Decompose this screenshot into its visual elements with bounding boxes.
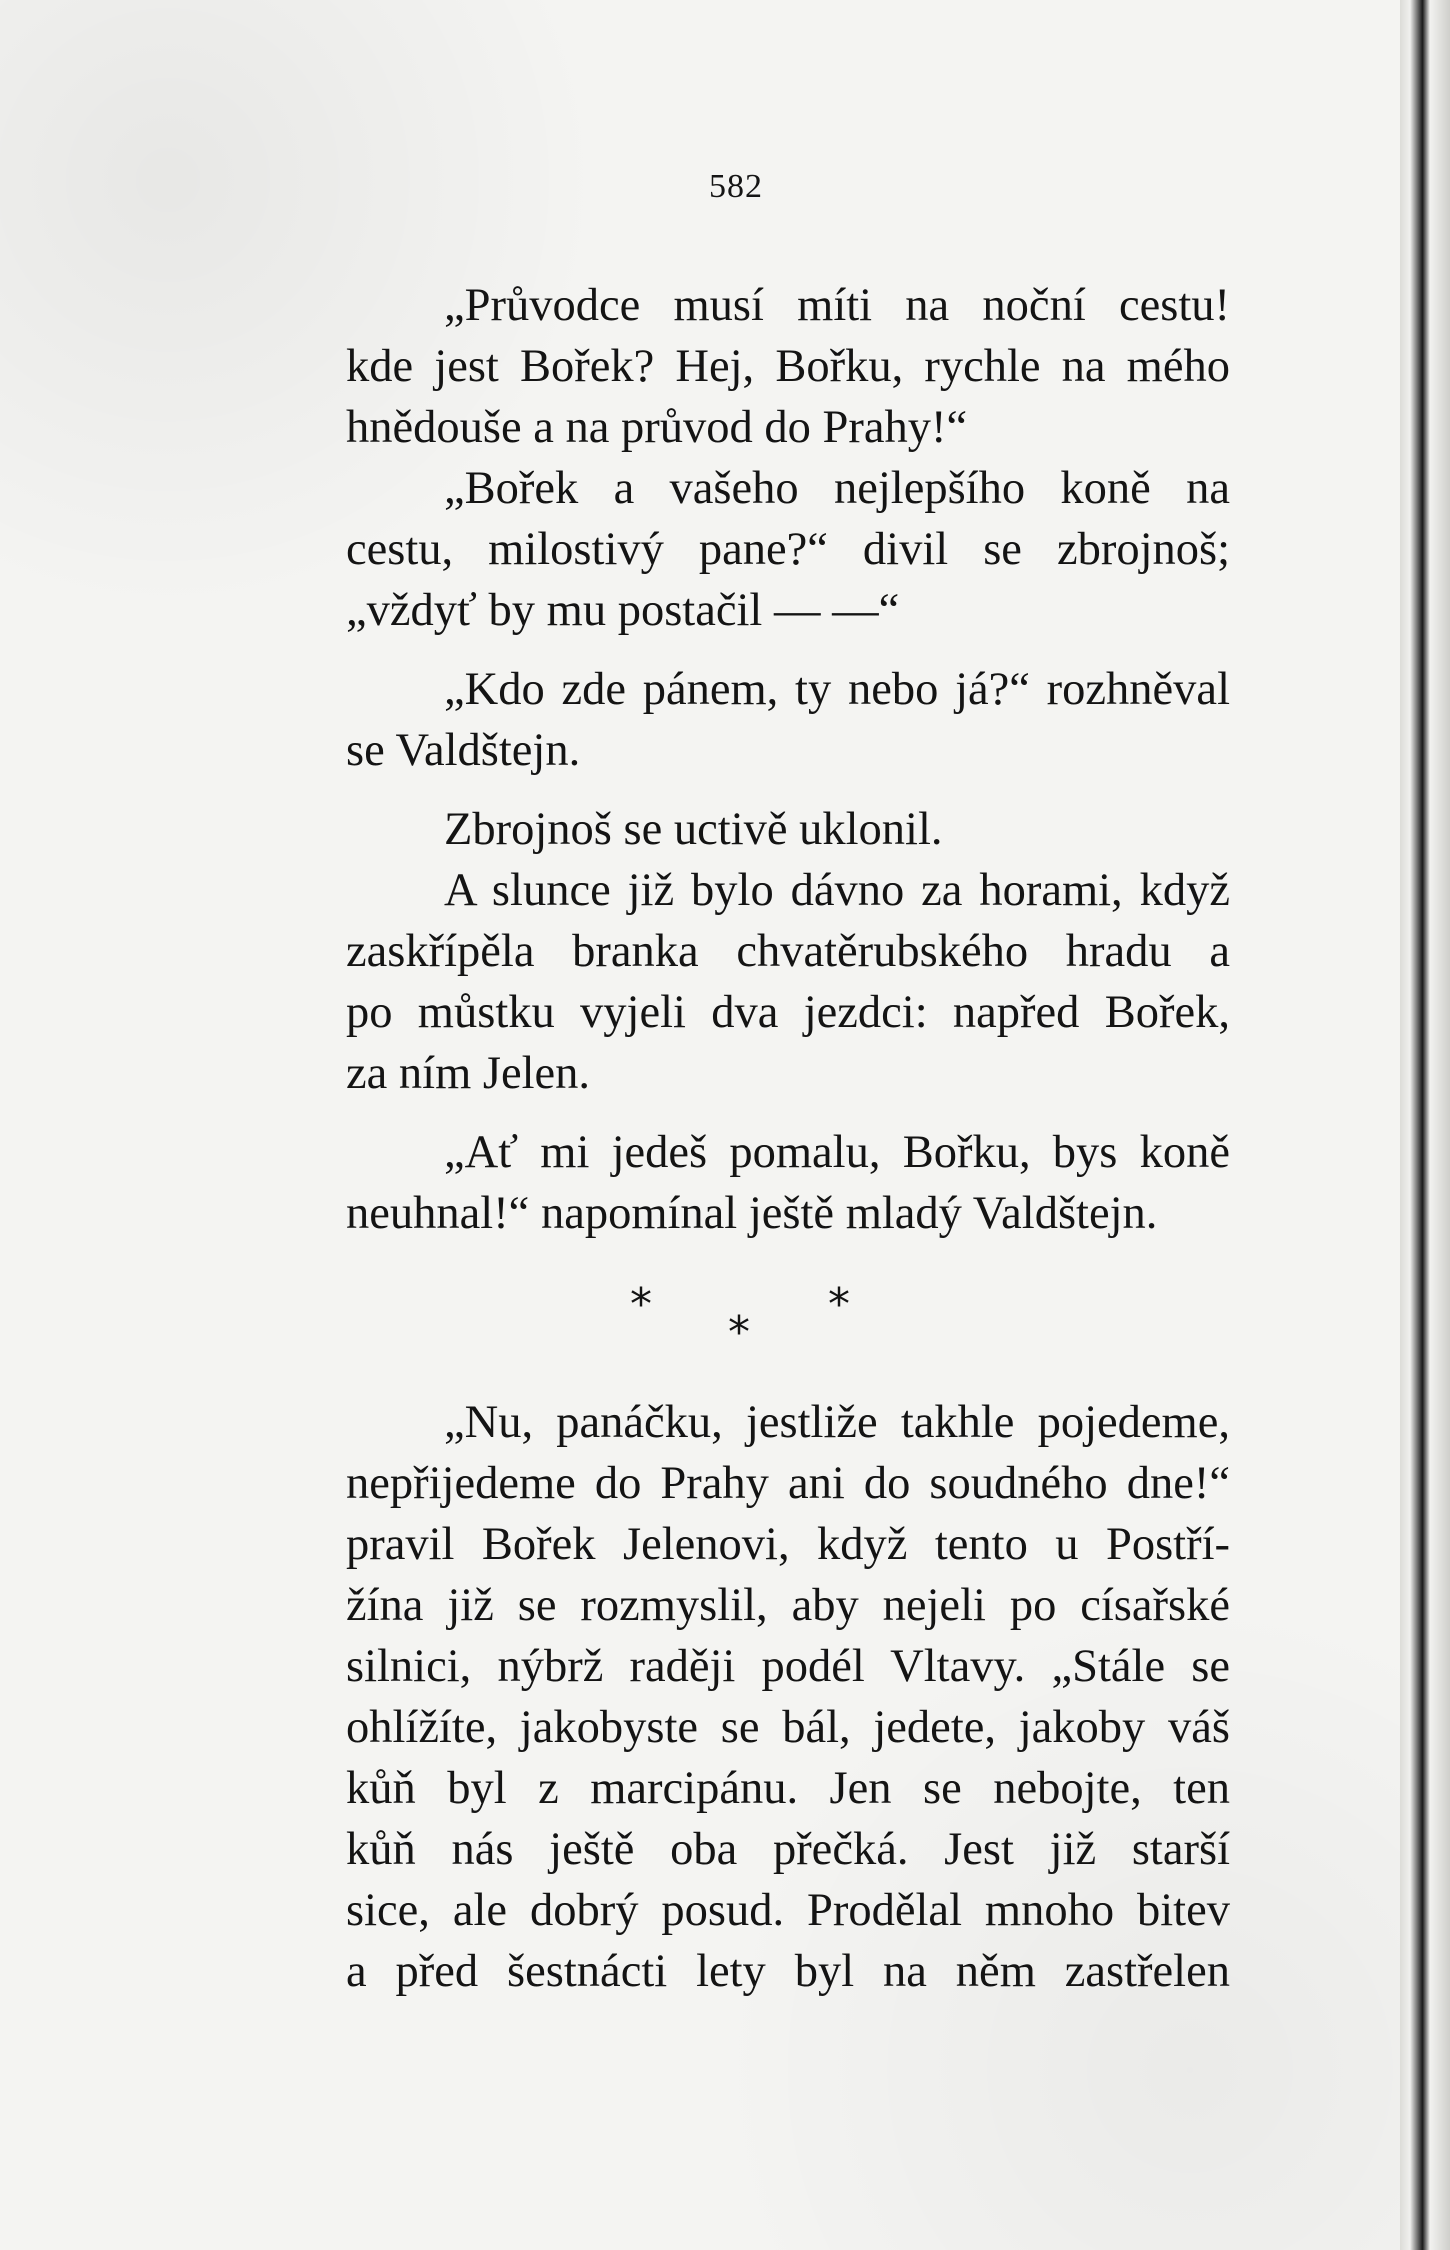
text-line: „Ať mi jedeš pomalu, Bořku, bys koně: [444, 1127, 1230, 1178]
text-line: „Bořek a vašeho nejlepšího koně na: [444, 463, 1230, 514]
asterisk: *: [828, 1279, 850, 1330]
text-line: kde jest Bořek? Hej, Bořku, rychle na mého: [346, 341, 1230, 392]
text-line: silnici, nýbrž raději podél Vltavy. „Stále se: [346, 1641, 1230, 1692]
paragraph: [248, 458, 1230, 641]
text-line: sice, ale dobrý posud. Prodělal mnoho bitev: [346, 1885, 1230, 1936]
text-line: Zbrojnoš se uctivě uklonil.: [444, 804, 943, 855]
section-separator: [248, 1262, 1230, 1382]
text-line: kůň nás ještě oba přečká. Jest již starší: [346, 1824, 1230, 1875]
text-line: pravil Bořek Jelenovi, když tento u Postří-: [346, 1519, 1230, 1570]
asterisk: *: [728, 1307, 750, 1358]
text-line: A slunce již bylo dávno za horami, když: [444, 865, 1230, 916]
paragraph: [248, 275, 1230, 458]
asterisk: *: [630, 1279, 652, 1330]
paragraph: [248, 860, 1230, 1104]
text-line: za ním Jelen.: [346, 1048, 591, 1099]
text-line: nepřijedeme do Prahy ani do soudného dne!“: [346, 1458, 1230, 1509]
text-line: cestu, milostivý pane?“ divil se zbrojnoš;: [346, 524, 1230, 575]
text-line: hnědouše a na průvod do Prahy!“: [346, 402, 968, 453]
paragraph: [248, 1122, 1230, 1244]
paragraph: [248, 1392, 1230, 2002]
text-line: po můstku vyjeli dva jezdci: napřed Bořek,: [346, 987, 1230, 1038]
text-line: kůň byl z marcipánu. Jen se nebojte, ten: [346, 1763, 1230, 1814]
text-line: „vždyť by mu postačil — —“: [346, 585, 900, 636]
text-line: neuhnal!“ napomínal ještě mladý Valdštejn.: [346, 1188, 1158, 1239]
page-text: [248, 275, 1230, 2002]
text-line: „Kdo zde pánem, ty nebo já?“ rozhněval: [444, 664, 1230, 715]
text-line: zaskřípěla branka chvatěrubského hradu a: [346, 926, 1230, 977]
text-line: „Nu, panáčku, jestliže takhle pojedeme,: [444, 1397, 1230, 1448]
paragraph: [248, 799, 1230, 860]
text-line: žína již se rozmyslil, aby nejeli po císařské: [346, 1580, 1230, 1631]
text-line: se Valdštejn.: [346, 725, 581, 776]
page-number: 582: [709, 168, 763, 205]
text-line: ohlížíte, jakobyste se bál, jedete, jakoby váš: [346, 1702, 1230, 1753]
text-line: a před šestnácti lety byl na něm zastřelen: [346, 1946, 1230, 1997]
paragraph: [248, 659, 1230, 781]
book-spine-edge: [1400, 0, 1450, 2250]
text-line: „Průvodce musí míti na noční cestu!: [444, 280, 1230, 331]
